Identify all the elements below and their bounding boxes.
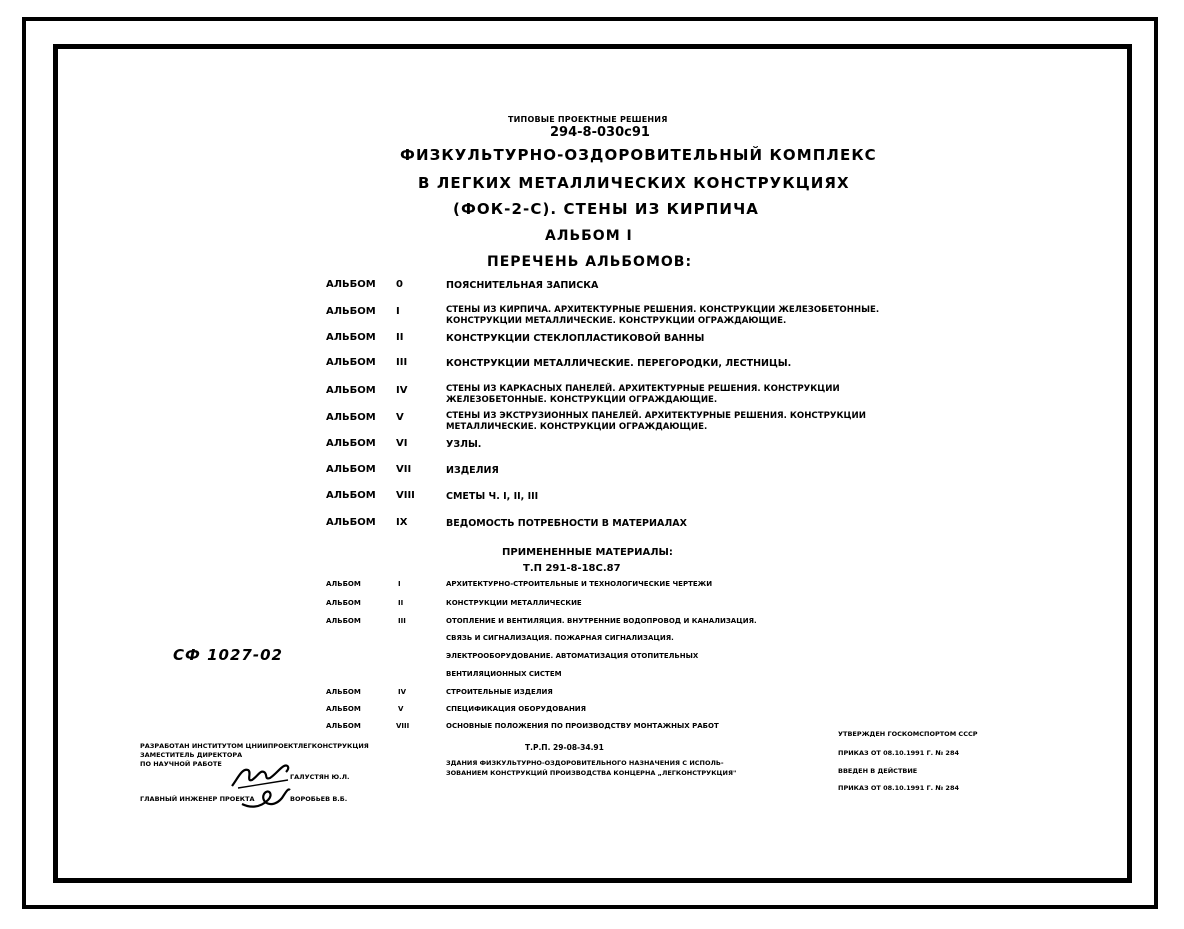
- material-label: АЛЬБОМ: [326, 580, 361, 588]
- material-number: I: [398, 580, 401, 588]
- material-number: III: [398, 617, 406, 625]
- reference-code-2: Т.Р.П. 29-08-34.91: [525, 743, 604, 752]
- album-number: I: [396, 306, 400, 317]
- developer-line-2: ЗАМЕСТИТЕЛЬ ДИРЕКТОРА: [140, 751, 243, 759]
- developer-name-2: ВОРОБЬЕВ В.Б.: [290, 795, 348, 803]
- material-description: СТРОИТЕЛЬНЫЕ ИЗДЕЛИЯ: [446, 688, 553, 696]
- album-label: АЛЬБОМ: [326, 385, 376, 396]
- album-description: СТЕНЫ ИЗ ЭКСТРУЗИОННЫХ ПАНЕЛЕЙ. АРХИТЕКТУРНЫЕ РЕШЕНИЯ. КОНСТРУКЦИИ: [446, 411, 866, 421]
- material-description: ВЕНТИЛЯЦИОННЫХ СИСТЕМ: [446, 670, 562, 678]
- material-label: АЛЬБОМ: [326, 617, 361, 625]
- material-label: АЛЬБОМ: [326, 599, 361, 607]
- album-description: ИЗДЕЛИЯ: [446, 465, 499, 476]
- approval-line-2: ПРИКАЗ ОТ 08.10.1991 Г. № 284: [838, 749, 959, 757]
- album-label: АЛЬБОМ: [326, 306, 376, 317]
- album-number: 0: [396, 279, 403, 290]
- album-number: VII: [396, 464, 412, 475]
- reference-description: ЗОВАНИЕМ КОНСТРУКЦИЙ ПРОИЗВОДСТВА КОНЦЕРНА „ЛЕГКОНСТРУКЦИЯ": [446, 769, 737, 777]
- album-description: КОНСТРУКЦИИ МЕТАЛЛИЧЕСКИЕ. ПЕРЕГОРОДКИ, ЛЕСТНИЦЫ.: [446, 358, 792, 369]
- album-description: МЕТАЛЛИЧЕСКИЕ. КОНСТРУКЦИИ ОГРАЖДАЮЩИЕ.: [446, 422, 708, 432]
- approval-line-1: УТВЕРЖДЕН ГОСКОМСПОРТОМ СССР: [838, 730, 978, 738]
- album-description: ЖЕЛЕЗОБЕТОННЫЕ. КОНСТРУКЦИИ ОГРАЖДАЮЩИЕ.: [446, 395, 718, 405]
- album-label: АЛЬБОМ: [326, 517, 376, 528]
- album-label: АЛЬБОМ: [326, 412, 376, 423]
- material-number: V: [398, 705, 404, 713]
- material-label: АЛЬБОМ: [326, 705, 361, 713]
- album-description: УЗЛЫ.: [446, 439, 482, 450]
- album-label: АЛЬБОМ: [326, 490, 376, 501]
- album-number: II: [396, 332, 404, 343]
- album-label: АЛЬБОМ: [326, 279, 376, 290]
- album-label: АЛЬБОМ: [326, 332, 376, 343]
- album-number: III: [396, 357, 408, 368]
- album-number: V: [396, 412, 404, 423]
- album-number: IX: [396, 517, 408, 528]
- album-label: АЛЬБОМ: [326, 464, 376, 475]
- title-line-1: ФИЗКУЛЬТУРНО-ОЗДОРОВИТЕЛЬНЫЙ КОМПЛЕКС: [400, 146, 877, 164]
- material-number: IV: [398, 688, 407, 696]
- album-description: ПОЯСНИТЕЛЬНАЯ ЗАПИСКА: [446, 280, 599, 291]
- title-line-3: (ФОК-2-С). СТЕНЫ ИЗ КИРПИЧА: [453, 200, 759, 218]
- album-number: VIII: [396, 490, 415, 501]
- title-line-2: В ЛЕГКИХ МЕТАЛЛИЧЕСКИХ КОНСТРУКЦИЯХ: [418, 174, 850, 192]
- reference-description: ЗДАНИЯ ФИЗКУЛЬТУРНО-ОЗДОРОВИТЕЛЬНОГО НАЗНАЧЕНИЯ С ИСПОЛЬ-: [446, 759, 724, 767]
- material-description: ОТОПЛЕНИЕ И ВЕНТИЛЯЦИЯ. ВНУТРЕННИЕ ВОДОПРОВОД И КАНАЛИЗАЦИЯ.: [446, 617, 757, 625]
- approval-line-4: ПРИКАЗ ОТ 08.10.1991 Г. № 284: [838, 784, 959, 792]
- album-description: КОНСТРУКЦИИ МЕТАЛЛИЧЕСКИЕ. КОНСТРУКЦИИ ОГРАЖДАЮЩИЕ.: [446, 316, 787, 326]
- album-description: КОНСТРУКЦИИ СТЕКЛОПЛАСТИКОВОЙ ВАННЫ: [446, 333, 705, 344]
- album-description: ВЕДОМОСТЬ ПОТРЕБНОСТИ В МАТЕРИАЛАХ: [446, 518, 687, 529]
- material-number: II: [398, 599, 404, 607]
- list-heading: ПЕРЕЧЕНЬ АЛЬБОМОВ:: [487, 254, 693, 270]
- album-description: СМЕТЫ Ч. I, II, III: [446, 491, 539, 502]
- signature-chief-engineer: [238, 784, 294, 814]
- album-description: СТЕНЫ ИЗ КИРПИЧА. АРХИТЕКТУРНЫЕ РЕШЕНИЯ. КОНСТРУКЦИИ ЖЕЛЕЗОБЕТОННЫЕ.: [446, 305, 880, 315]
- album-description: СТЕНЫ ИЗ КАРКАСНЫХ ПАНЕЛЕЙ. АРХИТЕКТУРНЫЕ РЕШЕНИЯ. КОНСТРУКЦИИ: [446, 384, 840, 394]
- material-label: АЛЬБОМ: [326, 722, 361, 730]
- material-description: ЭЛЕКТРООБОРУДОВАНИЕ. АВТОМАТИЗАЦИЯ ОТОПИТЕЛЬНЫХ: [446, 652, 699, 660]
- album-label: АЛЬБОМ: [326, 357, 376, 368]
- developer-line-1: РАЗРАБОТАН ИНСТИТУТОМ ЦНИИПРОЕКТЛЕГКОНСТРУКЦИЯ: [140, 742, 369, 750]
- material-description: КОНСТРУКЦИИ МЕТАЛЛИЧЕСКИЕ: [446, 599, 582, 607]
- developer-line-4: ГЛАВНЫЙ ИНЖЕНЕР ПРОЕКТА: [140, 795, 255, 803]
- material-number: VIII: [396, 722, 410, 730]
- approval-line-3: ВВЕДЕН В ДЕЙСТВИЕ: [838, 767, 918, 775]
- material-description: ОСНОВНЫЕ ПОЛОЖЕНИЯ ПО ПРОИЗВОДСТВУ МОНТАЖНЫХ РАБОТ: [446, 722, 719, 730]
- developer-line-3: ПО НАУЧНОЙ РАБОТЕ: [140, 760, 222, 768]
- material-description: АРХИТЕКТУРНО-СТРОИТЕЛЬНЫЕ И ТЕХНОЛОГИЧЕСКИЕ ЧЕРТЕЖИ: [446, 580, 713, 588]
- series-label: ТИПОВЫЕ ПРОЕКТНЫЕ РЕШЕНИЯ: [508, 115, 668, 124]
- material-label: АЛЬБОМ: [326, 688, 361, 696]
- album-number: IV: [396, 385, 408, 396]
- album-title: АЛЬБОМ I: [545, 228, 633, 244]
- material-description: СПЕЦИФИКАЦИЯ ОБОРУДОВАНИЯ: [446, 705, 587, 713]
- developer-name-1: ГАЛУСТЯН Ю.Л.: [290, 773, 350, 781]
- project-code: 294-8-030с91: [550, 125, 650, 140]
- material-description: СВЯЗЬ И СИГНАЛИЗАЦИЯ. ПОЖАРНАЯ СИГНАЛИЗАЦИЯ.: [446, 634, 674, 642]
- materials-heading: ПРИМЕНЕННЫЕ МАТЕРИАЛЫ:: [502, 547, 673, 558]
- album-label: АЛЬБОМ: [326, 438, 376, 449]
- materials-reference: Т.П 291-8-18С.87: [523, 563, 621, 574]
- album-number: VI: [396, 438, 408, 449]
- archive-stamp: СФ 1027-02: [173, 646, 283, 664]
